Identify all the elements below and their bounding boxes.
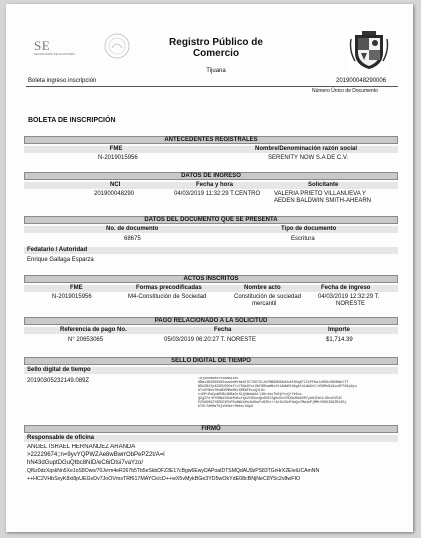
ingreso-solicitante-line1: VALERIA PRIETO VILLANUEVA Y [274,191,366,197]
section-pago: PAGO RELACIONADO A LA SOLICITUD [24,317,398,325]
documento-col-tipo: Tipo de documento [281,226,337,232]
section-firmo: FIRMÓ [24,425,398,433]
actos-fecha-line1: 04/03/2019 12:32:29 T. [318,294,380,300]
document-type-label: Boleta ingreso inscripción [28,78,97,84]
section-antecedentes: ANTECEDENTES REGISTRALES [24,136,398,144]
fedatario-label: Fedatario / Autoridad [27,247,88,253]
firmo-signature-line: Qf6z0dzXqskNn5Xe1oS8Owo/70Jvrm4eR267b5Tb5eSkbDFZ3E17cBgw6EwyDAPoaIDTSMQdAU9zPS83TGrHrX2EIeiUCAmNN [27,468,320,474]
antecedentes-col-nombre: Nombre/Denominación razón social [254,146,358,152]
section-documento: DATOS DEL DOCUMENTO QUE SE PRESENTA [24,216,398,224]
firmo-signature-line: >22229674;;n=9yvYQPWZAe8wBwrrObPePZ2t/A=l [27,452,165,458]
sello-hash-line: NEbZB4fp4Z6OU03Oefln75Ae9YzL0bFNRhaW9v0t1AWbNYbAg8lbLWa9tC/d5KRnN19vu8FFAXp9yu [198,385,357,389]
antecedentes-fme: N-2019015956 [98,155,138,161]
documento-tipo: Escritura [291,236,315,242]
actos-fecha-line2: NORESTE [336,301,366,307]
actos-col-nombre: Nombre acto [244,285,281,291]
pago-col-ref: Referencia de pago No. [60,327,127,333]
sello-hash-line: QZgZfs+HYOMWiS2bkMdGcfqh2tR3ooQbd56f2gKu5nhTKXAUNbAVM7yA61FmtklGnxUV54C [198,397,343,401]
sello-hash-line: xiKPrDmCpmRUBn2WBeDr6LQ4WdaAkLl4Hr4eoTb0jHrcQ+Yk9oc [198,393,302,397]
ingreso-solicitante-line2: AEDEN BALDWIN SMITH-AHEARN [274,198,372,204]
firmo-signature-line: hN43dGuptDGuQtbc8NID/eC6rDtsi7vaYzo/ [27,460,144,466]
coat-of-arms-icon [349,31,389,71]
header-rule [26,86,398,87]
city: Tijuana [206,68,226,74]
se-logo-subtitle: SECRETARÍA DE ECONOMÍA [34,52,75,56]
sello-hash-line: EZOAGK6ZY9RGOIEhPDuNW1AHn4k9bnFsRZKs+/AJ1bO3nP4mQo7Mw4ePjMMtV09KZG8ZRi0Ey [198,401,347,405]
ingreso-nci: 201900048290 [94,191,135,197]
sello-hash-line: 9Bmi4B2D65NV0vws9eMrNe8T87lRX7ZL2dfMB9NEBAbDcAF9Hq8TCCkPFKaJz0D9cDNORWuCTT [198,381,349,385]
pago-col-importe: Importe [328,327,351,333]
page-title: BOLETA DE INSCRIPCIÓN [28,117,116,124]
documento-header-row [24,226,398,233]
actos-fme: N-2019015956 [52,294,92,300]
fedatario-value: Enrique Gallaga Esparza [27,257,94,263]
sello-hash-line: bTDtTdHMa7NjVhH4e+0Ntm/hGpA [198,405,253,409]
pago-fecha: 05/03/2019 06:20:27 T. NORESTE [164,337,256,343]
ingreso-col-nci: NCI [110,182,121,188]
sello-hash-line: TdjSD0W9Mzr0SB8BiXeI [198,377,239,381]
firmo-label: Responsable de oficina [27,435,95,441]
firmo-name: ÁNGEL ISRAEL HERNÁNDEZ ARANDA [27,444,136,450]
firmo-signature-line: ++HC2VHbSxyK8xi8pUEGvDv7JoOVmsTRf617MAYCk/cD++wX5vMykBGe3YD5wOkYdE08cBNjNeC8Y5c2v8wFIO [27,476,301,482]
antecedentes-col-fme: FME [109,146,123,152]
section-actos: ACTOS INSCRITOS [24,275,398,283]
se-logo-text: SE [34,38,51,53]
pago-ref: N° 20653065 [68,337,104,343]
section-ingreso: DATOS DE INGRESO [24,172,398,180]
actos-col-fme: FME [70,285,83,291]
actos-nombre-line1: Constitución de sociedad [234,294,302,300]
actos-col-formas: Formas precodificadas [136,285,202,291]
section-sello: SELLO DIGITAL DE TIEMPO [24,357,398,365]
pago-importe: $1,714.39 [326,337,353,343]
firmo-block [27,444,399,486]
ingreso-col-fecha: Fecha y hora [196,182,234,188]
registry-title-line1: Registro Público de [169,37,263,48]
seal-icon [104,33,130,59]
sello-hash-line: 8TvDfNhnfHm8DEMNsMbLSREWFEcoQ1LHc [198,389,266,393]
document-number: 201900048290006 [336,78,387,84]
documento-no: 68675 [124,236,141,242]
antecedentes-nombre: SERENITY NOW S.A DE C.V. [268,155,349,161]
sello-label: Sello digital de tiempo [27,367,91,373]
document-number-label: Número Único de Documento [312,88,378,94]
ingreso-fecha: 04/03/2019 11:32:29 T.CENTRO [174,191,261,197]
actos-formas: M4-Constitución de Sociedad [128,294,207,300]
sello-hash-block [198,377,398,413]
actos-col-fecha: Fecha de ingreso [321,285,371,291]
sello-value: 20190305232149.089Z [27,378,90,384]
ingreso-col-solicitante: Solicitante [308,182,339,188]
se-logo [34,38,75,58]
actos-nombre-line2: mercantil [252,301,277,307]
pago-col-fecha: Fecha [214,327,232,333]
document-page [6,4,413,532]
registry-title-line2: Comercio [192,48,240,59]
documento-col-no: No. de documento [106,226,159,232]
registry-title [156,37,276,59]
